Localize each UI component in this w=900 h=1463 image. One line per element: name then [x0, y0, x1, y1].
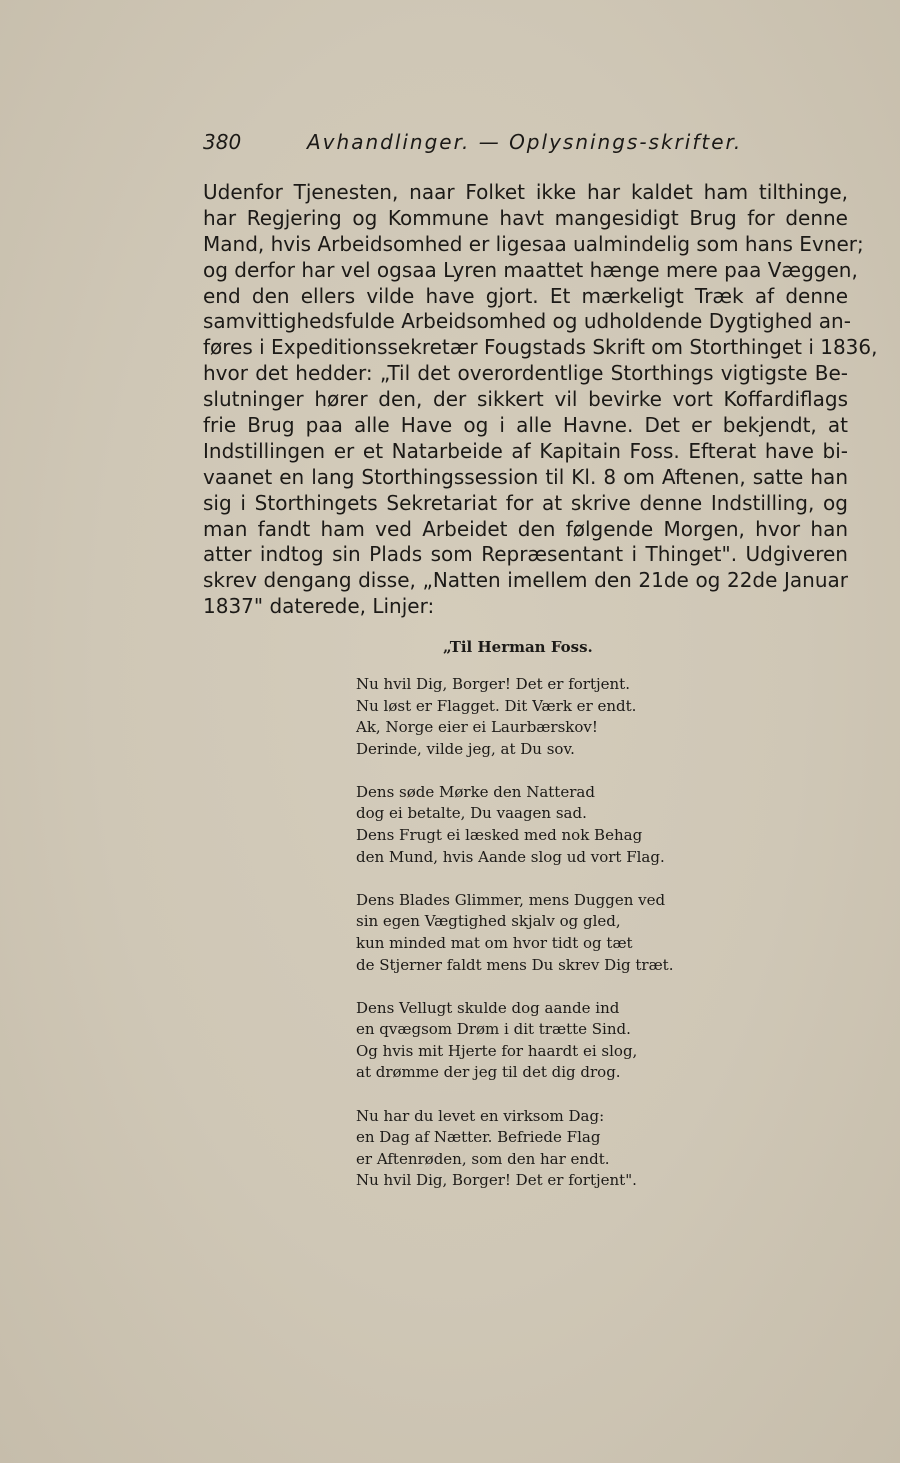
body-line: føres i Expeditionssekretær Fougstads Skrift om Storthinget i 1836,	[203, 335, 878, 360]
poem-verse: dog ei betalte, Du vaagen sad.	[356, 804, 587, 823]
running-head: Avhandlinger. — Oplysnings-skrifter.	[307, 130, 743, 154]
body-line: Indstillingen er et Natarbeide af Kapitain Foss. Efterat have bi-	[203, 438, 848, 463]
body-line: vaanet en lang Storthingssession til Kl. 8 om Aftenen, satte han	[203, 464, 848, 489]
page-header	[203, 130, 763, 160]
poem-verse: de Stjerner faldt mens Du skrev Dig træt.	[356, 955, 674, 974]
body-line: Mand, hvis Arbeidsomhed er ligesaa ualmindelig som hans Evner;	[203, 231, 864, 256]
page-number: 380	[203, 130, 242, 154]
poem-verse: Nu hvil Dig, Borger! Det er fortjent.	[356, 675, 630, 693]
body-line: 1837" daterede, Linjer:	[203, 594, 435, 619]
body-line: Udenfor Tjenesten, naar Folket ikke har kaldet ham tilthinge,	[203, 180, 848, 204]
body-line: hvor det hedder: „Til det overordentlige Storthings vigtigste Be-	[203, 361, 848, 386]
body-line: sig i Storthingets Sekretariat for at skrive denne Indstilling, og	[203, 490, 848, 515]
poem-verse: Dens Frugt ei læsked med nok Behag	[356, 826, 643, 845]
poem-stanza	[356, 998, 673, 1084]
poem-verse: en Dag af Nætter. Befriede Flag	[356, 1128, 601, 1147]
poem-verse: Nu hvil Dig, Borger! Det er fortjent".	[356, 1171, 637, 1190]
poem-stanza	[356, 1106, 673, 1192]
poem-stanza	[356, 782, 673, 868]
body-paragraph	[203, 180, 878, 620]
poem-verse: at drømme der jeg til det dig drog.	[356, 1063, 621, 1082]
poem-verse: sin egen Vægtighed skjalv og gled,	[356, 912, 621, 931]
poem	[356, 674, 673, 1213]
body-line: end den ellers vilde have gjort. Et mærkeligt Træk af denne	[203, 283, 848, 308]
body-line: skrev dengang disse, „Natten imellem den 21de og 22de Januar	[203, 568, 848, 593]
poem-stanza	[356, 674, 673, 760]
body-line: og derfor har vel ogsaa Lyren maattet hænge mere paa Væggen,	[203, 257, 858, 282]
poem-title: „Til Herman Foss.	[443, 638, 593, 656]
body-line: slutninger hører den, der sikkert vil bevirke vort Koffardiflags	[203, 387, 848, 412]
body-line: atter indtog sin Plads som Repræsentant i Thinget". Udgiveren	[203, 542, 848, 567]
poem-verse: Dens Vellugt skulde dog aande ind	[356, 998, 620, 1017]
poem-verse: den Mund, hvis Aande slog ud vort Flag.	[356, 847, 665, 866]
body-line: har Regjering og Kommune havt mangesidigt Brug for denne	[203, 205, 848, 230]
poem-verse: kun minded mat om hvor tidt og tæt	[356, 933, 633, 952]
poem-verse: en qvægsom Drøm i dit trætte Sind.	[356, 1020, 631, 1039]
poem-verse: Ak, Norge eier ei Laurbærskov!	[356, 718, 598, 737]
poem-verse: Dens Blades Glimmer, mens Duggen ved	[356, 890, 666, 909]
poem-stanza	[356, 890, 673, 976]
poem-verse: Dens søde Mørke den Natterad	[356, 782, 595, 801]
poem-verse: Nu har du levet en virksom Dag:	[356, 1106, 605, 1125]
body-line: frie Brug paa alle Have og i alle Havne. Det er bekjendt, at	[203, 413, 848, 438]
poem-verse: er Aftenrøden, som den har endt.	[356, 1149, 610, 1168]
body-line: samvittighedsfulde Arbeidsomhed og udholdende Dygtighed an-	[203, 309, 851, 334]
poem-verse: Nu løst er Flagget. Dit Værk er endt.	[356, 696, 637, 715]
poem-verse: Derinde, vilde jeg, at Du sov.	[356, 739, 575, 758]
poem-verse: Og hvis mit Hjerte for haardt ei slog,	[356, 1041, 638, 1060]
body-line: man fandt ham ved Arbeidet den følgende Morgen, hvor han	[203, 516, 848, 541]
